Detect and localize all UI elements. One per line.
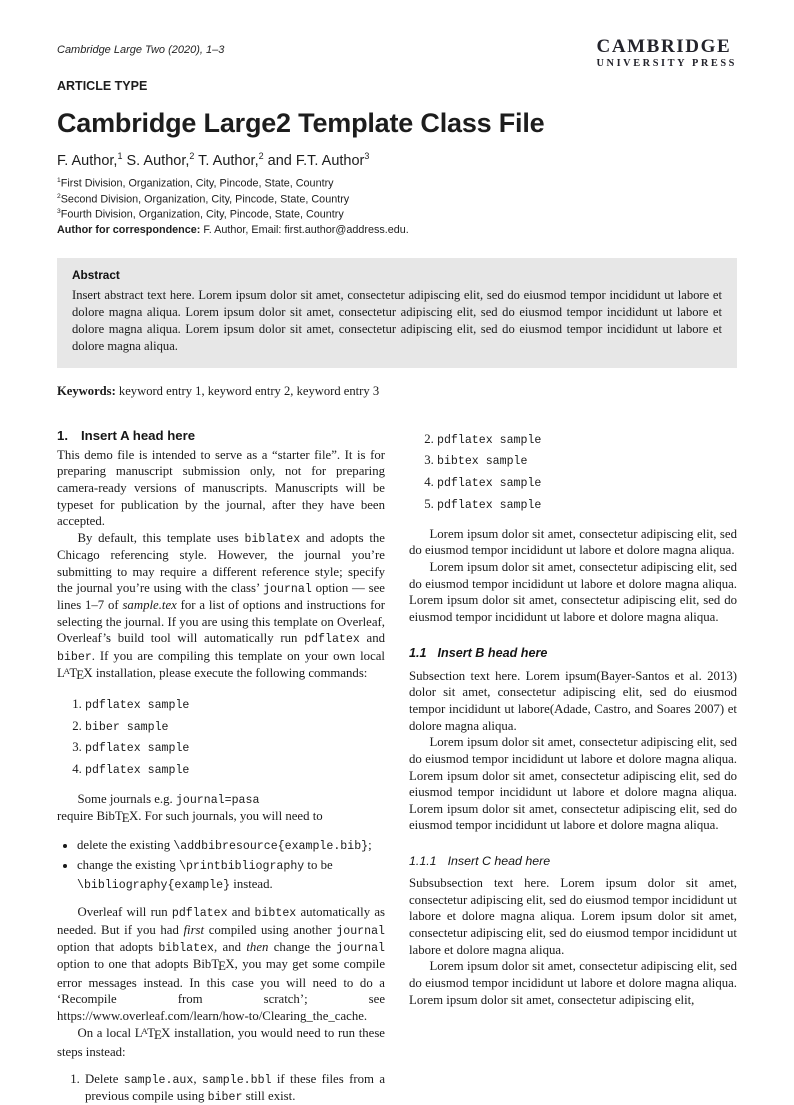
list-item: • delete the existing \addbibresource{example.bib};: [77, 836, 385, 855]
step-list: [57, 1071, 385, 1105]
list-item: 2. pdflatex sample: [437, 429, 737, 451]
command-list-1: [57, 694, 385, 781]
paragraph: This demo file is intended to serve as a “starter file”. It is for preparing manuscript submission only, not for preparing camera-ready versions of manuscripts. Manuscripts will be typeset for publication by the journal, after they have been accepted.: [57, 447, 385, 529]
abstract-text: Insert abstract text here. Lorem ipsum dolor sit amet, consectetur adipiscing elit, sed do eiusmod tempor incididunt ut labore et dolore magna aliqua. Lorem ipsum dolor sit amet, consectetur adipiscing elit, sed do eiusmod tempor incididunt ut labore et dolore magna aliqua. Lorem ipsum dolor sit amet, consectetur adipiscing elit, sed do eiusmod tempor incididunt ut labore et dolore magna aliqua.: [72, 288, 722, 354]
paragraph: require BibTEX. For such journals, you will need to: [57, 808, 323, 826]
paragraph: Subsection text here. Lorem ipsum(Bayer-Santos et al. 2013) dolor sit amet, consectetur adipiscing elit, sed do eiusmod tempor incididunt ut labore(Adade, Castro, and Soares 2007) et dolore magna aliqua.: [409, 668, 737, 733]
bullet-list: [57, 836, 385, 894]
correspondence-line: Author for correspondence: F. Author, Email: first.author@address.edu.: [57, 223, 409, 236]
section-title: Insert A head here: [81, 427, 196, 443]
paragraph: On a local LATEX installation, you would need to run these steps instead:: [57, 1025, 385, 1059]
publisher-logo-university-press: UNIVERSITY PRESS: [596, 58, 737, 69]
paragraph: Subsubsection text here. Lorem ipsum dolor sit amet, consectetur adipiscing elit, sed do eiusmod tempor incididunt ut labore et dolore magna aliqua. Lorem ipsum dolor sit amet, consectetur adipiscing elit, sed do eiusmod tempor incididunt ut labore et dolore magna aliqua.: [409, 876, 737, 957]
body-columns: [57, 427, 737, 1105]
section-number: 1.: [57, 427, 68, 443]
section-heading-1: [57, 427, 385, 444]
command-list-2: [409, 429, 737, 516]
abstract-heading: Abstract: [72, 268, 120, 283]
list-item: 5. pdflatex sample: [437, 494, 737, 516]
list-item: 4. pdflatex sample: [85, 759, 385, 781]
publisher-logo-cambridge: CAMBRIDGE: [596, 36, 732, 57]
right-column: [409, 427, 737, 1105]
paragraph: By default, this template uses biblatex and adopts the Chicago referencing style. However, the journal you’re submitting to may require a different reference style; specify the journal you’re using with the class’ journal option — see lines 1–7 of sample.tex for a list of options and instructions for selecting the journal. If you are using this template on Overleaf, Overleaf’s build tool will automatically run pdflatex and biber. If you are compiling this template on your own local LATEX installation, please execute the following commands:: [57, 530, 385, 683]
keywords-line: Keywords: keyword entry 1, keyword entry 2, keyword entry 3: [57, 383, 380, 398]
subsection-number: 1.1: [409, 646, 427, 661]
paragraph: Overleaf will run pdflatex and bibtex automatically as needed. But if you had first compiled using another journal option that adopts biblatex, and then change the journal option to one that adopts BibTEX, you may get some compile error messages instead. In this case you will need to do a ‘Recompile from scratch’; see https://www.overleaf.com/learn/how-to/Clearing_the_cache.: [57, 905, 385, 1024]
author-line: F. Author,$^1$ S. Author,$^2$ T. Author,$^2$ and F.T. Author$^3$: [57, 151, 370, 169]
list-item: • change the existing \printbibliography to be \bibliography{example} instead.: [77, 856, 385, 895]
paragraph: Lorem ipsum dolor sit amet, consectetur adipiscing elit, sed do eiusmod tempor incididunt ut labore et dolore magna aliqua. Lorem ipsum dolor sit amet, consectetur adipiscing elit,: [409, 959, 737, 1007]
list-item: 2. biber sample: [85, 716, 385, 738]
list-item: 4. pdflatex sample: [437, 472, 737, 494]
paragraph: Lorem ipsum dolor sit amet, consectetur adipiscing elit, sed do eiusmod tempor incididunt ut labore et dolore magna aliqua.: [409, 526, 737, 558]
subsection-title: Insert B head here: [437, 646, 548, 661]
paragraph: Some journals e.g. journal=pasa: [77, 791, 260, 807]
affiliation-2: $^2$Second Division, Organization, City, Pincode, State, Country: [57, 192, 350, 206]
affiliation-1: $^1$First Division, Organization, City, Pincode, State, Country: [57, 176, 334, 190]
abstract-box: [57, 258, 737, 368]
list-item: 1. pdflatex sample: [85, 694, 385, 716]
paragraph: Lorem ipsum dolor sit amet, consectetur adipiscing elit, sed do eiusmod tempor incididunt ut labore et dolore magna aliqua. Lorem ipsum dolor sit amet, consectetur adipiscing elit, sed do eiusmod tempor incididunt ut labore et dolore magna aliqua. Lorem ipsum dolor sit amet, consectetur adipiscing elit, sed do eiusmod tempor incididunt ut labore et dolore magna aliqua.: [409, 735, 737, 833]
subsection-heading-1-1: [409, 645, 737, 661]
article-type-label: ARTICLE TYPE: [57, 79, 148, 93]
list-item: 3. bibtex sample: [437, 450, 737, 472]
subsubsection-title: Insert C head here: [447, 854, 551, 869]
journal-citation-line: Cambridge Large Two (2020), 1–3: [57, 44, 225, 56]
paragraph: Lorem ipsum dolor sit amet, consectetur adipiscing elit, sed do eiusmod tempor incididunt ut labore et dolore magna aliqua. Lorem ipsum dolor sit amet, consectetur adipiscing elit, sed do eiusmod tempor incididunt ut labore et dolore magna aliqua.: [409, 559, 737, 624]
affiliation-3: $^3$Fourth Division, Organization, City, Pincode, State, Country: [57, 208, 344, 221]
subsubsection-number: 1.1.1: [409, 854, 437, 869]
list-item: 3. pdflatex sample: [85, 737, 385, 759]
list-item: 1. Delete sample.aux, sample.bbl if these files from a previous compile using biber still exist.: [83, 1071, 385, 1105]
publisher-logo: [597, 37, 738, 69]
affiliations: [57, 176, 737, 238]
left-column: [57, 427, 385, 1105]
page-title: Cambridge Large2 Template Class File: [57, 108, 545, 138]
subsubsection-heading-1-1-1: [409, 853, 737, 869]
